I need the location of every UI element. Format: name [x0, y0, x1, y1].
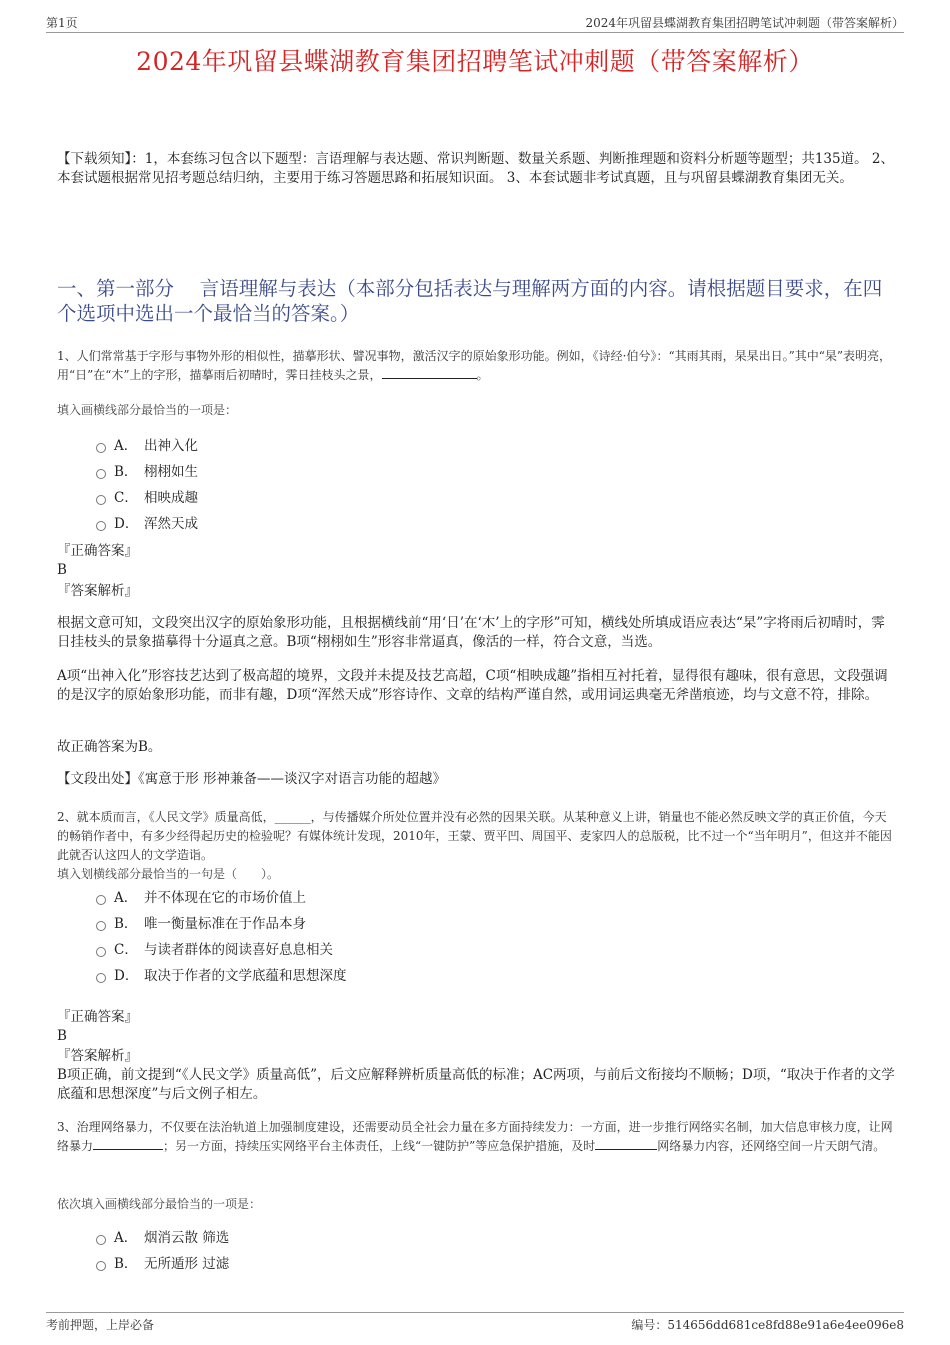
document-code — [631, 1316, 904, 1333]
option-letter: A． — [114, 438, 138, 454]
radio-button[interactable] — [96, 521, 106, 531]
option-text: 相映成趣 — [144, 490, 198, 506]
question-3-stem — [57, 1118, 897, 1156]
option-text: 取决于作者的文学底蕴和思想深度 — [144, 968, 347, 984]
passage-source: 【文段出处】《寓意于形 形神兼备——谈汉字对语言功能的超越》 — [57, 771, 447, 787]
document-title: 2024年巩留县蝶湖教育集团招聘笔试冲刺题（带答案解析） — [136, 47, 814, 76]
radio-button[interactable] — [96, 921, 106, 931]
footer-slogan: 考前押题，上岸必备 — [46, 1318, 155, 1332]
question-2-stem-text: 2、就本质而言，《人民文学》质量高低， — [57, 810, 275, 824]
question-2-prompt: 填入划横线部分最恰当的一句是（ ）。 — [57, 867, 280, 881]
question-1-stem-end: 。 — [476, 368, 489, 382]
question-2-stem — [57, 808, 897, 865]
answer-blank — [595, 1137, 657, 1150]
option-text: 烟消云散 筛选 — [144, 1230, 230, 1246]
option-letter: B． — [114, 916, 138, 932]
radio-button[interactable] — [96, 947, 106, 957]
option-letter: C． — [114, 490, 138, 506]
radio-button[interactable] — [96, 895, 106, 905]
radio-button[interactable] — [96, 443, 106, 453]
question-1-prompt: 填入画横线部分最恰当的一项是： — [57, 403, 238, 417]
analysis-paragraph: 根据文意可知，文段突出汉字的原始象形功能，且根据横线前“用‘日’在‘木’上的字形”可知，横线处所填成语应表达“杲”字将雨后初晴时，霁日挂枝头的景象描摹得十分逼真之意。B项“栩栩如生”形容非常逼真，像活的一样，符合文意，当选。 — [57, 615, 885, 650]
option-text: 浑然天成 — [144, 516, 198, 532]
analysis-label: 『答案解析』 — [57, 583, 138, 599]
download-notice: 【下载须知】：1，本套练习包含以下题型：言语理解与表达题、常识判断题、数量关系题、判断推理题和资料分析题等题型；共135道。 2、本套试题根据常见招考题总结归纳，主要用于练习答题思路和拓展知识面。 3、本套试题非考试真题，且与巩留县蝶湖教育集团无关。 — [57, 151, 894, 186]
correct-answer: B — [57, 1028, 67, 1044]
option-text: 出神入化 — [144, 438, 198, 454]
radio-button[interactable] — [96, 1261, 106, 1271]
analysis-paragraph: B项正确，前文提到“《人民文学》质量高低”，后文应解释辨析质量高低的标准；AC两项，与前后文衔接均不顺畅；D项，“取决于作者的文学底蕴和思想深度”与后文例子相左。 — [57, 1067, 895, 1102]
question-2-stem-text: ，与传播媒介所处位置并没有必然的因果关联。从某种意义上讲，销量也不能必然反映文学的真正价值，今天的畅销作者中，有多少经得起历史的检验呢？有媒体统计发现，2010年，王蒙、贾平凹、周国平、麦家四人的总版税，比不过一个“当年明月”，但这并不能因此就否认这四人的文学造诣。 — [57, 810, 892, 862]
option-letter: B． — [114, 1256, 138, 1272]
analysis-paragraph: A项“出神入化”形容技艺达到了极高超的境界，文段并未提及技艺高超，C项“相映成趣”指相互衬托着，显得很有趣味，很有意思，文段强调的是汉字的原始象形功能，而非有趣，D项“浑然天成”形容诗作、文章的结构严谨自然，或用词运典毫无斧凿痕迹，均与文意不符，排除。 — [57, 668, 888, 703]
question-1-stem-text: 1、人们常常基于字形与事物外形的相似性，描摹形状、譬况事物，激活汉字的原始象形功能。例如，《诗经·伯兮》：“其雨其雨，杲杲出日。”其中“杲”表明亮，用“日”在“木”上的字形，描摹雨后初晴时，霁日挂枝头之景， — [57, 349, 891, 382]
radio-button[interactable] — [96, 495, 106, 505]
correct-answer-label: 『正确答案』 — [57, 543, 138, 559]
page-header — [46, 14, 904, 33]
page-footer — [46, 1312, 904, 1333]
option-letter: B． — [114, 464, 138, 480]
option-letter: D． — [114, 968, 139, 984]
question-3-prompt: 依次填入画横线部分最恰当的一项是： — [57, 1197, 262, 1211]
question-1-stem — [57, 347, 897, 385]
answer-blank — [382, 366, 477, 379]
page-number: 第1页 — [46, 16, 78, 30]
option-letter: A． — [114, 890, 138, 906]
question-3-stem-text: 网络暴力内容，还网络空间一片天朗气清。 — [657, 1139, 886, 1153]
option-text: 栩栩如生 — [144, 464, 198, 480]
option-text: 与读者群体的阅读喜好息息相关 — [144, 942, 333, 958]
radio-button[interactable] — [96, 973, 106, 983]
option-text: 无所遁形 过滤 — [144, 1256, 230, 1272]
analysis-label: 『答案解析』 — [57, 1048, 138, 1064]
option-text: 并不体现在它的市场价值上 — [144, 890, 306, 906]
option-text: 唯一衡量标准在于作品本身 — [144, 916, 306, 932]
correct-answer-label: 『正确答案』 — [57, 1009, 138, 1025]
option-letter: D． — [114, 516, 139, 532]
code-label: 编号： — [631, 1318, 668, 1332]
question-3-stem-text: ；另一方面，持续压实网络平台主体责任，上线“一键防护”等应急保护措施，及时 — [163, 1139, 596, 1153]
correct-answer: B — [57, 562, 67, 578]
radio-button[interactable] — [96, 469, 106, 479]
answer-blank — [93, 1137, 163, 1150]
option-letter: C． — [114, 942, 138, 958]
question-3-stem-text: 3、治理网络暴力，不仅要在法治轨道上加强制度建设，还需要动员全社会力量在多方面持续发力：一方面，进一步推行网络实名制，加大信息审核力度，让网络暴力 — [57, 1120, 893, 1153]
option-letter: A． — [114, 1230, 138, 1246]
header-doc-name: 2024年巩留县蝶湖教育集团招聘笔试冲刺题（带答案解析） — [585, 16, 904, 30]
answer-blank: ______ — [274, 810, 311, 824]
section-heading: 一、第一部分 言语理解与表达（本部分包括表达与理解两方面的内容。请根据题目要求，在四个选项中选出一个最恰当的答案。） — [57, 277, 883, 325]
code-value: 514656dd681ce8fd88e91a6e4ee096e8 — [667, 1318, 904, 1332]
analysis-conclusion: 故正确答案为B。 — [57, 739, 162, 755]
radio-button[interactable] — [96, 1235, 106, 1245]
